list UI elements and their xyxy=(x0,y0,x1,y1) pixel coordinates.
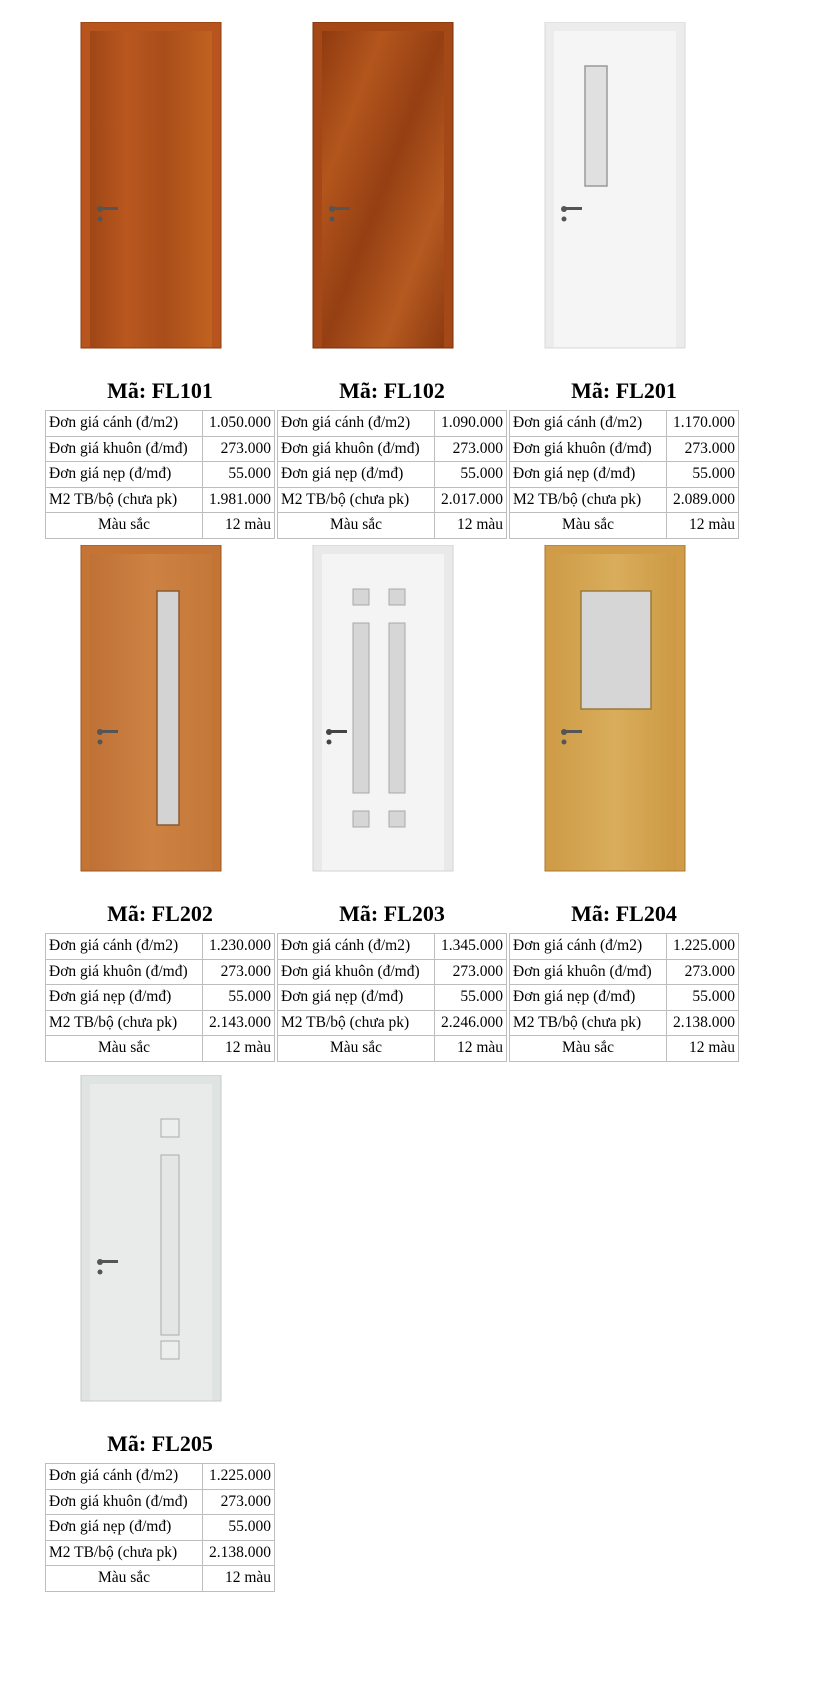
product-card-fl203 xyxy=(277,545,507,1062)
value-canh: 1.090.000 xyxy=(435,411,507,437)
price-table xyxy=(45,1463,275,1592)
value-m2: 2.246.000 xyxy=(435,1010,507,1036)
label-canh: Đơn giá cánh (đ/m2) xyxy=(46,411,203,437)
price-table xyxy=(45,410,275,539)
product-code: Mã: FL201 xyxy=(571,378,677,403)
white-six-panel-door-icon xyxy=(277,545,507,897)
label-khuon: Đơn giá khuôn (đ/mđ) xyxy=(278,959,435,985)
white-narrow-window-door-icon xyxy=(509,22,739,374)
label-khuon: Đơn giá khuôn (đ/mđ) xyxy=(510,959,667,985)
label-m2: M2 TB/bộ (chưa pk) xyxy=(46,487,203,513)
price-table xyxy=(509,410,739,539)
product-card-fl205 xyxy=(45,1075,275,1592)
product-code: Mã: FL204 xyxy=(571,901,677,926)
label-khuon: Đơn giá khuôn (đ/mđ) xyxy=(46,436,203,462)
label-khuon: Đơn giá khuôn (đ/mđ) xyxy=(46,959,203,985)
product-code: Mã: FL101 xyxy=(107,378,213,403)
label-canh: Đơn giá cánh (đ/m2) xyxy=(46,934,203,960)
oak-square-window-door-icon xyxy=(509,545,739,897)
wood-diagonal-door-icon xyxy=(277,22,507,374)
value-canh: 1.225.000 xyxy=(667,934,739,960)
value-mau: 12 màu xyxy=(203,1036,275,1062)
price-table xyxy=(277,933,507,1062)
product-card-fl202 xyxy=(45,545,275,1062)
value-khuon: 273.000 xyxy=(435,959,507,985)
label-canh: Đơn giá cánh (đ/m2) xyxy=(510,411,667,437)
label-nep: Đơn giá nẹp (đ/mđ) xyxy=(510,462,667,488)
value-nep: 55.000 xyxy=(203,985,275,1011)
label-nep: Đơn giá nẹp (đ/mđ) xyxy=(46,462,203,488)
product-card-fl102 xyxy=(277,22,507,539)
label-mau: Màu sắc xyxy=(46,513,203,539)
label-nep: Đơn giá nẹp (đ/mđ) xyxy=(510,985,667,1011)
label-mau: Màu sắc xyxy=(510,1036,667,1062)
value-mau: 12 màu xyxy=(667,1036,739,1062)
value-m2: 1.981.000 xyxy=(203,487,275,513)
product-card-fl204 xyxy=(509,545,739,1062)
price-table xyxy=(277,410,507,539)
value-mau: 12 màu xyxy=(667,513,739,539)
product-code: Mã: FL203 xyxy=(339,901,445,926)
product-code: Mã: FL205 xyxy=(107,1431,213,1456)
value-nep: 55.000 xyxy=(667,462,739,488)
label-canh: Đơn giá cánh (đ/m2) xyxy=(510,934,667,960)
label-khuon: Đơn giá khuôn (đ/mđ) xyxy=(278,436,435,462)
wood-plain-door-icon xyxy=(45,22,275,374)
product-code: Mã: FL202 xyxy=(107,901,213,926)
product-card-fl201 xyxy=(509,22,739,539)
value-m2: 2.138.000 xyxy=(667,1010,739,1036)
wood-long-window-door-icon xyxy=(45,545,275,897)
label-canh: Đơn giá cánh (đ/m2) xyxy=(278,934,435,960)
value-nep: 55.000 xyxy=(203,462,275,488)
value-mau: 12 màu xyxy=(435,513,507,539)
value-canh: 1.230.000 xyxy=(203,934,275,960)
label-canh: Đơn giá cánh (đ/m2) xyxy=(46,1464,203,1490)
value-mau: 12 màu xyxy=(203,513,275,539)
label-mau: Màu sắc xyxy=(46,1566,203,1592)
label-mau: Màu sắc xyxy=(510,513,667,539)
label-m2: M2 TB/bộ (chưa pk) xyxy=(510,1010,667,1036)
value-khuon: 273.000 xyxy=(203,1489,275,1515)
value-nep: 55.000 xyxy=(203,1515,275,1541)
label-nep: Đơn giá nẹp (đ/mđ) xyxy=(46,985,203,1011)
label-mau: Màu sắc xyxy=(278,1036,435,1062)
value-canh: 1.225.000 xyxy=(203,1464,275,1490)
product-code: Mã: FL102 xyxy=(339,378,445,403)
value-khuon: 273.000 xyxy=(435,436,507,462)
value-m2: 2.089.000 xyxy=(667,487,739,513)
label-mau: Màu sắc xyxy=(46,1036,203,1062)
product-card-fl101 xyxy=(45,22,275,539)
value-khuon: 273.000 xyxy=(667,959,739,985)
value-khuon: 273.000 xyxy=(667,436,739,462)
label-m2: M2 TB/bộ (chưa pk) xyxy=(278,1010,435,1036)
label-m2: M2 TB/bộ (chưa pk) xyxy=(278,487,435,513)
label-canh: Đơn giá cánh (đ/m2) xyxy=(278,411,435,437)
value-khuon: 273.000 xyxy=(203,959,275,985)
value-nep: 55.000 xyxy=(435,985,507,1011)
value-nep: 55.000 xyxy=(435,462,507,488)
value-mau: 12 màu xyxy=(203,1566,275,1592)
label-mau: Màu sắc xyxy=(278,513,435,539)
value-m2: 2.143.000 xyxy=(203,1010,275,1036)
label-nep: Đơn giá nẹp (đ/mđ) xyxy=(278,462,435,488)
label-nep: Đơn giá nẹp (đ/mđ) xyxy=(278,985,435,1011)
value-canh: 1.345.000 xyxy=(435,934,507,960)
price-table xyxy=(45,933,275,1062)
value-mau: 12 màu xyxy=(435,1036,507,1062)
label-khuon: Đơn giá khuôn (đ/mđ) xyxy=(510,436,667,462)
label-nep: Đơn giá nẹp (đ/mđ) xyxy=(46,1515,203,1541)
value-m2: 2.017.000 xyxy=(435,487,507,513)
label-khuon: Đơn giá khuôn (đ/mđ) xyxy=(46,1489,203,1515)
label-m2: M2 TB/bộ (chưa pk) xyxy=(46,1540,203,1566)
label-m2: M2 TB/bộ (chưa pk) xyxy=(46,1010,203,1036)
value-canh: 1.050.000 xyxy=(203,411,275,437)
price-table xyxy=(509,933,739,1062)
value-nep: 55.000 xyxy=(667,985,739,1011)
value-m2: 2.138.000 xyxy=(203,1540,275,1566)
grey-panel-door-icon xyxy=(45,1075,275,1427)
label-m2: M2 TB/bộ (chưa pk) xyxy=(510,487,667,513)
value-canh: 1.170.000 xyxy=(667,411,739,437)
value-khuon: 273.000 xyxy=(203,436,275,462)
